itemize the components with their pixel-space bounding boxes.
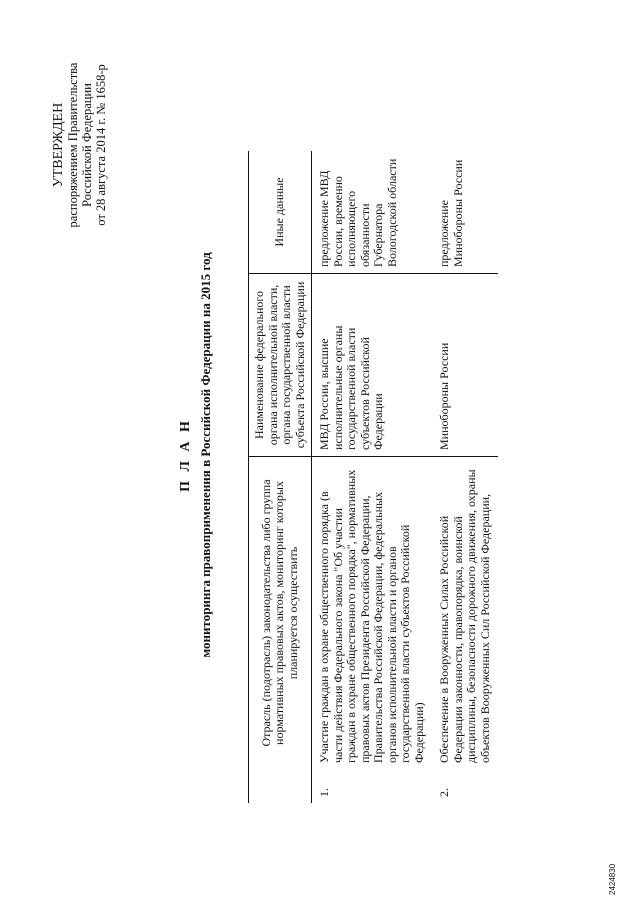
row-other: предложение Минобороны России [432,151,498,274]
document-number: 2424830 [608,863,617,895]
row-number: 2. [437,788,451,797]
approval-line-1: распоряжением Правительства [66,62,80,228]
approval-stamp [52,45,108,245]
header-area: Отрасль (подотрасль) законодательства либо группа нормативных правовых актов, мониторинг которых планируется осуществить [249,457,312,770]
header-org: Наименование федерального органа исполнительной власти, органа государственной власти субъекта Российской Федерации [249,274,312,457]
row-area: Участие граждан в охране общественного порядка (в части действия Федерального закона "Об участии граждан в охране общественного порядка", нормативных правовых актов Президента Российской Федерации, Правительства Российской Федерации, федеральных органов исполнительной власти и органов государственной власти субъектов Российской Федерации) [317,469,426,763]
row-area: Обеспечение в Вооруженных Силах Российской Федерации законности, правопорядка, воинской дисциплины, безопасности дорожного движения, охраны объектов Вооруженных Сил Российской Федерации, [437,469,492,763]
title-plan: П Л А Н [178,418,193,492]
approval-line-3: от 28 августа 2014 г. № 1658-р [94,64,108,226]
approval-heading: УТВЕРЖДЕН [51,102,66,188]
approval-line-2: Российской Федерации [80,83,94,207]
table-row [432,151,498,803]
row-other: предложение МВД России, временно исполняющего обязанности Губернатора Вологодской области [312,151,433,274]
table-row [312,151,433,803]
document-title [178,105,214,805]
title-subtitle: мониторинга правоприменения в Российской Федерации на 2015 год [198,252,213,658]
row-org: Минобороны России [432,274,498,457]
header-num [249,769,312,803]
row-number: 1. [317,788,331,797]
plan-table [248,151,498,803]
table-header-row [249,151,312,803]
row-org: МВД России, высшие исполнительные органы государственной власти субъектов Российской Федерации [312,274,433,457]
header-other: Иные данные [249,151,312,274]
